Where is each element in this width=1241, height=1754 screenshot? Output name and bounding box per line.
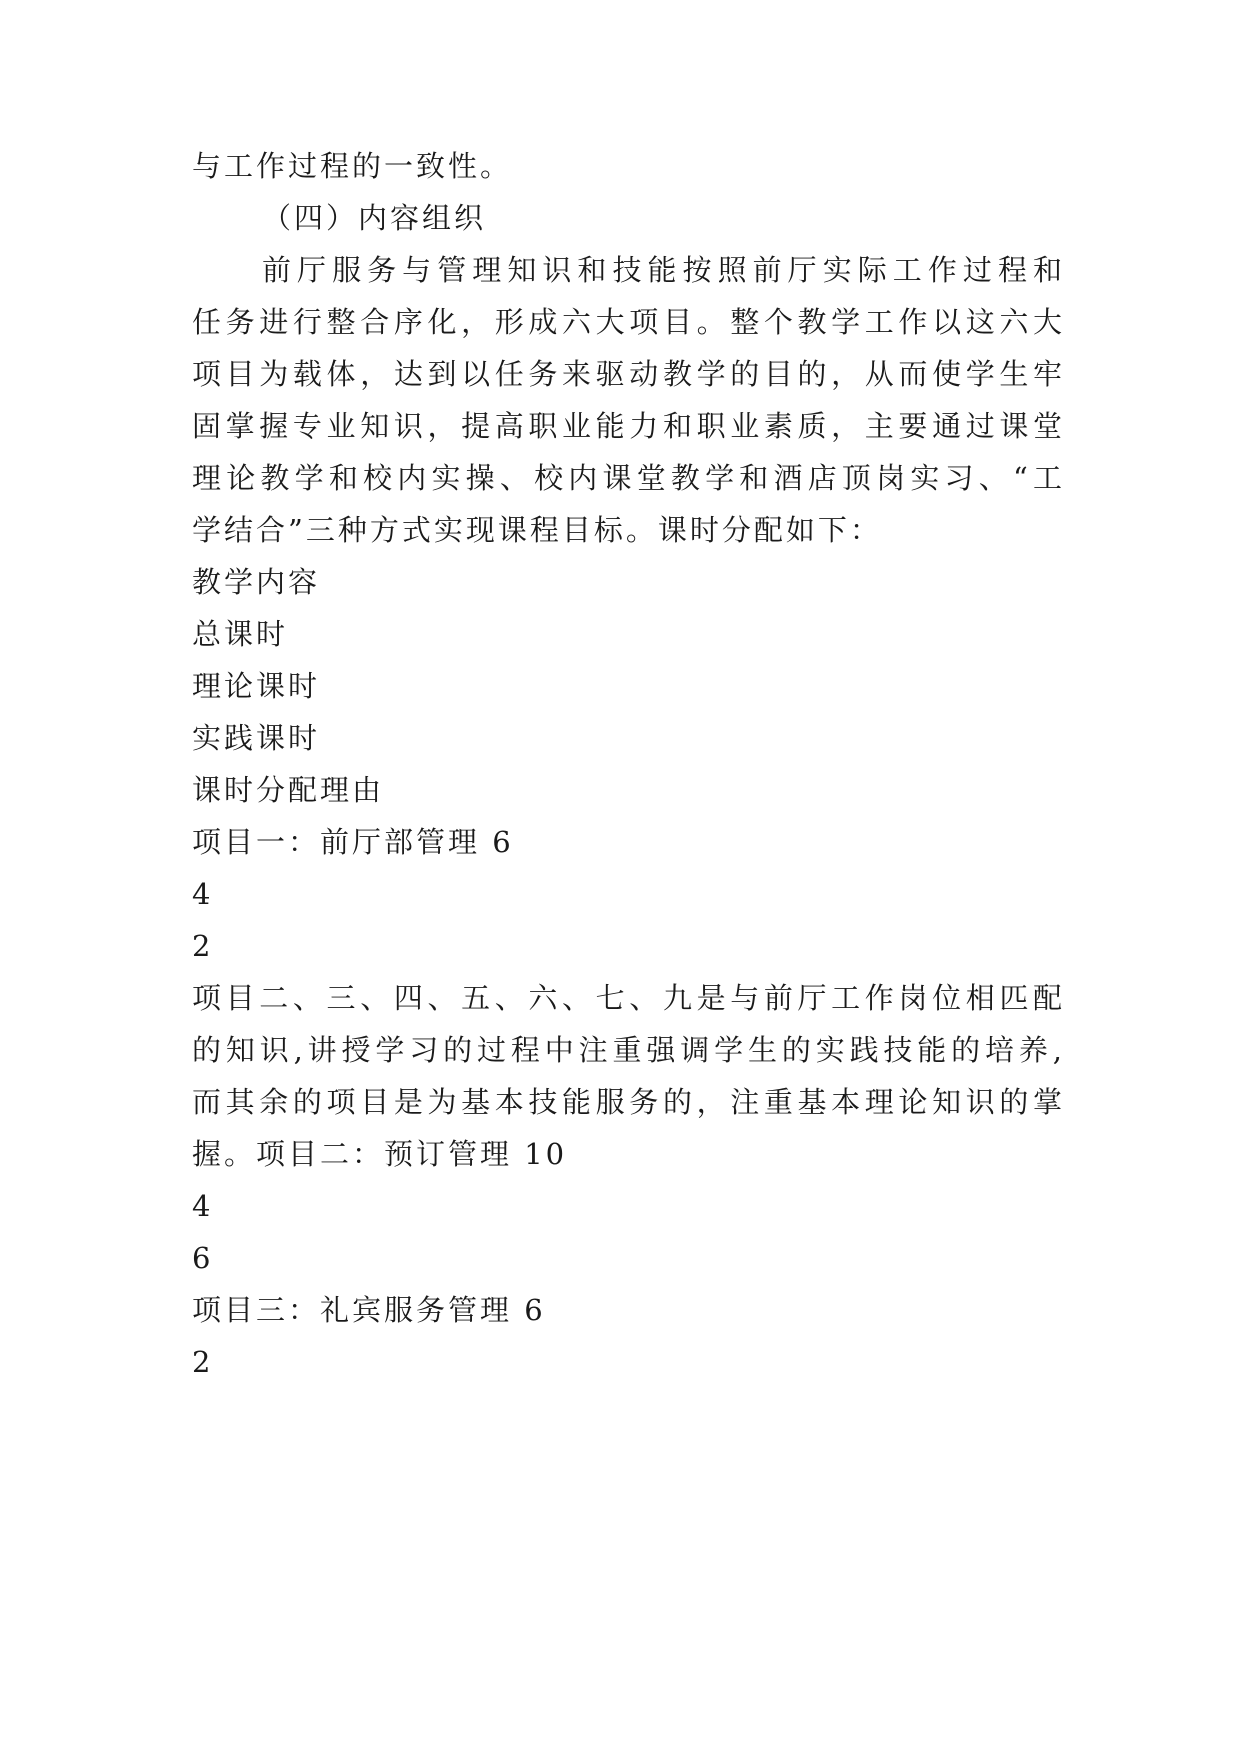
table-cell: 而其余的项目是为基本技能服务的，注重基本理论知识的掌	[192, 1085, 1062, 1119]
table-cell: 的知识,讲授学习的过程中注重强调学生的实践技能的培养,	[192, 1033, 1062, 1067]
paragraph-line: 任务进行整合序化，形成六大项目。整个教学工作以这六大	[192, 305, 1062, 339]
table-cell: 2	[192, 1345, 214, 1379]
table-cell: 6	[192, 1241, 214, 1275]
paragraph-line: 项目为载体，达到以任务来驱动教学的目的，从而使学生牢	[192, 357, 1062, 391]
section-heading: （四）内容组织	[262, 201, 487, 235]
table-header-cell: 课时分配理由	[192, 773, 385, 807]
paragraph-line: 学结合”三种方式实现课程目标。课时分配如下：	[192, 513, 882, 547]
paragraph-line: 前厅服务与管理知识和技能按照前厅实际工作过程和	[262, 253, 1062, 287]
table-cell: 4	[192, 1189, 214, 1223]
table-header-cell: 总课时	[192, 617, 289, 651]
table-cell: 4	[192, 877, 214, 911]
table-cell: 项目一：前厅部管理 6	[192, 825, 514, 859]
table-cell: 2	[192, 929, 214, 963]
table-cell: 握。项目二：预订管理 10	[192, 1137, 568, 1171]
paragraph-line: 与工作过程的一致性。	[192, 149, 513, 183]
paragraph-line: 固掌握专业知识，提高职业能力和职业素质，主要通过课堂	[192, 409, 1062, 443]
table-header-cell: 理论课时	[192, 669, 321, 703]
table-header-cell: 实践课时	[192, 721, 321, 755]
table-cell: 项目三：礼宾服务管理 6	[192, 1293, 546, 1327]
paragraph-line: 理论教学和校内实操、校内课堂教学和酒店顶岗实习、“工	[192, 461, 1062, 495]
table-cell: 项目二、三、四、五、六、七、九是与前厅工作岗位相匹配	[192, 981, 1062, 1015]
table-header-cell: 教学内容	[192, 565, 321, 599]
